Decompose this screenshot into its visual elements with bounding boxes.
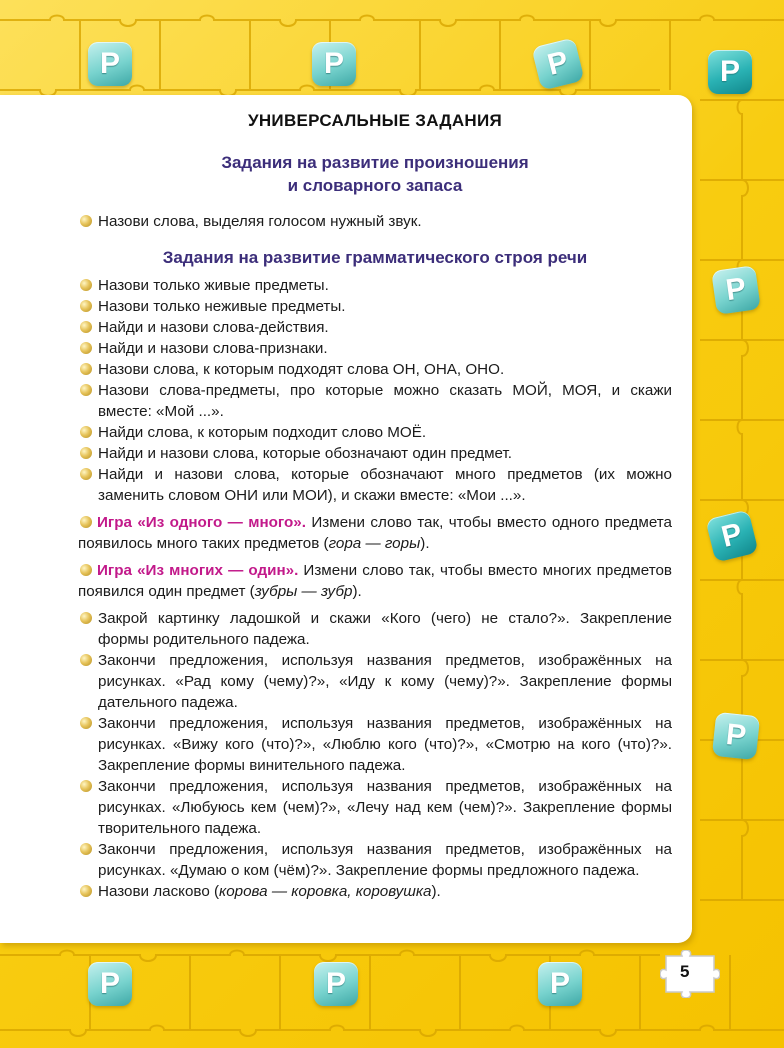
bullet-icon [80, 215, 92, 227]
letter-tile: Р [531, 37, 584, 90]
item-end: ). [431, 883, 441, 900]
letter-tile: Р [312, 42, 356, 86]
letter-tile: Р [314, 962, 358, 1006]
list-item [78, 608, 672, 650]
section-heading [78, 151, 672, 197]
bullet-icon [80, 843, 92, 855]
item-example: корова — коровка, коровушка [219, 883, 432, 900]
letter-tile: Р [538, 962, 582, 1006]
item-text: Найди слова, к которым подходит слово МОЁ. [98, 424, 427, 441]
game-paragraph [78, 512, 672, 554]
bullet-icon [80, 447, 92, 459]
list-item [78, 296, 672, 317]
list-item [78, 338, 672, 359]
page-number-puzzle [660, 950, 720, 998]
list-item [78, 650, 672, 713]
letter-tile: Р [711, 265, 761, 315]
item-text: Найди и назови слова-действия. [98, 319, 329, 336]
bullet-icon [80, 342, 92, 354]
item-text: Найди и назови слова-признаки. [98, 340, 328, 357]
bullet-icon [80, 780, 92, 792]
task-list [78, 608, 672, 902]
bullet-icon [80, 564, 92, 576]
page-content [78, 110, 672, 902]
item-text: Назови только неживые предметы. [98, 298, 346, 315]
bullet-icon [80, 363, 92, 375]
item-text: Найди и назови слова, которые обозначают один предмет. [98, 445, 512, 462]
section-heading-line: и словарного запаса [287, 176, 463, 195]
list-item [78, 443, 672, 464]
item-text: Закончи предложения, используя названия предметов, изображённых на рисунках. «Рад кому (чему)?», «Иду к кому (чему)?». Закрепление формы дательного падежа. [98, 652, 672, 711]
game-name: Игра «Из одного — много». [97, 514, 306, 531]
game-text: Измени слово так, чтобы вместо многих предметов появился один предмет ( [78, 562, 672, 600]
item-text: Назови слова, к которым подходят слова ОН, ОНА, ОНО. [98, 361, 505, 378]
list-item [78, 881, 672, 902]
bullet-icon [80, 612, 92, 624]
item-text: Закрой картинку ладошкой и скажи «Кого (чего) не стало?». Закрепление формы родительного падежа. [98, 610, 672, 648]
game-paragraph [78, 560, 672, 602]
bullet-icon [80, 885, 92, 897]
puzzle-piece-icon [660, 950, 720, 998]
list-item [78, 422, 672, 443]
bullet-icon [80, 321, 92, 333]
page-number: 5 [680, 962, 690, 981]
task-list [78, 275, 672, 506]
task-list [78, 211, 672, 232]
item-text: Назови только живые предметы. [98, 277, 329, 294]
item-text: Назови слова-предметы, про которые можно сказать МОЙ, МОЯ, и скажи вместе: «Мой ...». [98, 382, 672, 420]
list-item [78, 839, 672, 881]
section-heading: Задания на развитие грамматического строя речи [162, 248, 588, 267]
letter-tile: Р [88, 962, 132, 1006]
list-item [78, 359, 672, 380]
game-example: зубры — зубр [254, 583, 353, 600]
list-item [78, 776, 672, 839]
bullet-icon [80, 516, 92, 528]
list-item [78, 380, 672, 422]
game-end: ). [352, 583, 362, 600]
game-name: Игра «Из многих — один». [97, 562, 299, 579]
bullet-icon [80, 426, 92, 438]
letter-tile: Р [712, 712, 760, 760]
game-example: гора — горы [328, 535, 421, 552]
letter-tile: Р [705, 509, 758, 562]
bullet-icon [80, 654, 92, 666]
item-text: Закончи предложения, используя названия предметов, изображённых на рисунках. «Думаю о ком (чём)?». Закрепление формы предложного падежа. [98, 841, 672, 879]
list-item [78, 275, 672, 296]
bullet-icon [80, 279, 92, 291]
page-title: УНИВЕРСАЛЬНЫЕ ЗАДАНИЯ [247, 111, 503, 130]
list-item [78, 713, 672, 776]
list-item [78, 464, 672, 506]
item-text: Найди и назови слова, которые обозначают много предметов (их можно заменить словом ОНИ или МОИ), и скажи вместе: «Мои ...». [98, 466, 672, 504]
game-end: ). [420, 535, 430, 552]
item-text: Закончи предложения, используя названия предметов, изображённых на рисунках. «Любуюсь кем (чем)?», «Лечу над кем (чем)?». Закрепление формы творительного падежа. [98, 778, 672, 837]
item-text: Назови ласково ( [98, 883, 220, 900]
bullet-icon [80, 717, 92, 729]
letter-tile: Р [88, 42, 132, 86]
list-item [78, 211, 672, 232]
section-heading-line: Задания на развитие произношения [221, 153, 529, 172]
item-text: Назови слова, выделяя голосом нужный звук. [98, 213, 422, 230]
bullet-icon [80, 300, 92, 312]
game-text: Измени слово так, чтобы вместо одного предмета появилось много таких предметов ( [78, 514, 672, 552]
letter-tile: Р [708, 50, 752, 94]
bullet-icon [80, 468, 92, 480]
list-item [78, 317, 672, 338]
item-text: Закончи предложения, используя названия предметов, изображённых на рисунках. «Вижу кого (что)?», «Люблю кого (что)?», «Смотрю на кого (что)?». Закрепление формы винительного падежа. [98, 715, 672, 774]
bullet-icon [80, 384, 92, 396]
